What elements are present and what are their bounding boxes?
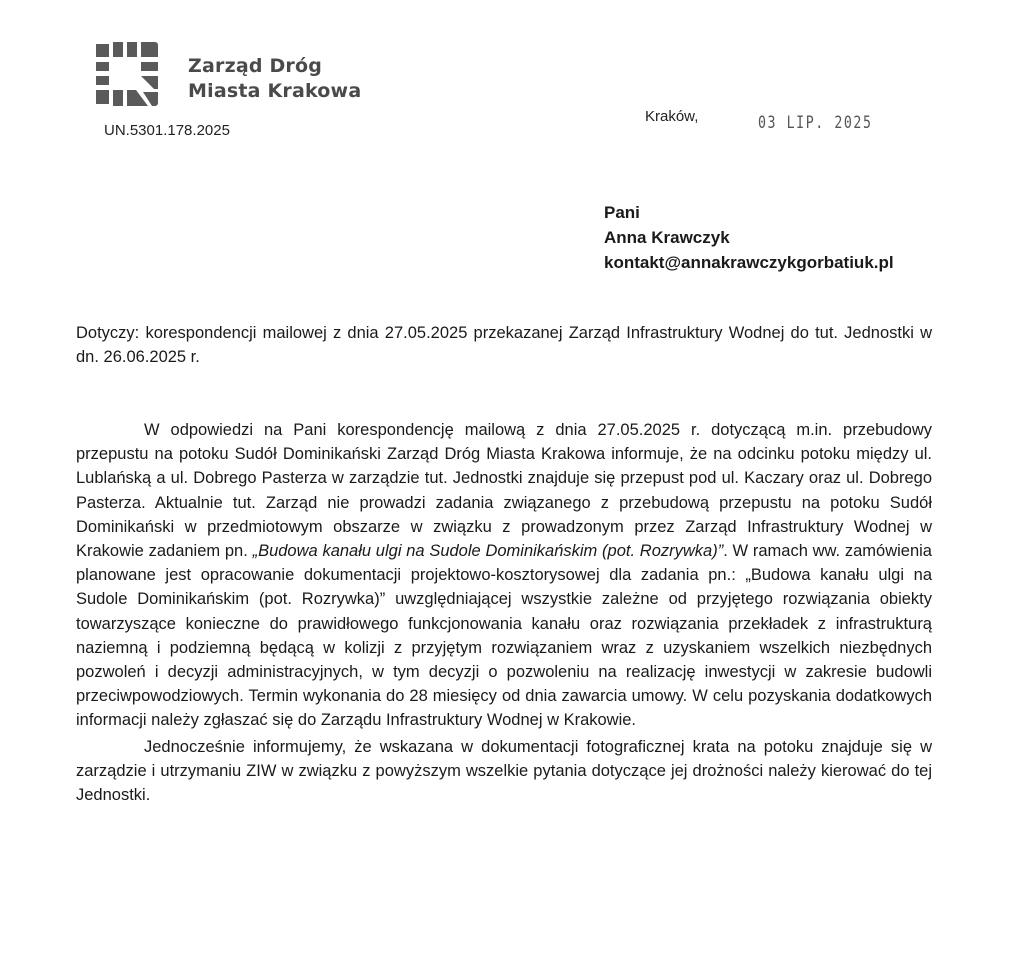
place-label: Kraków, [645,108,699,125]
addressee-block [604,200,894,275]
reference-number: UN.5301.178.2025 [104,122,230,139]
organization-name-line2: Miasta Krakowa [188,80,362,102]
subject-line: Dotyczy: korespondencji mailowej z dnia 27.05.2025 przekazanej Zarząd Infrastruktury Wodnej do tut. Jednostki w dn. 26.06.2025 r. [76,324,932,366]
letter-body [76,418,932,807]
addressee-name: Anna Krawczyk [604,228,730,247]
organization-name-line1: Zarząd Dróg [188,55,323,77]
body-paragraph-2: Jednocześnie informujemy, że wskazana w dokumentacji fotograficznej krata na potoku znajduje się w zarządzie i utrzymaniu ZIW w związku z powyższym wszelkie pytania dotyczące jej drożności należy kierować do tej Jednostki. [76,737,932,805]
addressee-email: kontakt@annakrawczykgorbatiuk.pl [604,253,894,272]
addressee-salutation: Pani [604,203,640,222]
paragraph-1-text-a: W odpowiedzi na Pani korespondencję mailową z dnia 27.05.2025 r. dotyczącą m.in. przebudowy przepustu na potoku Sudół Dominikański Zarząd Dróg Miasta Krakowa informuje, że na odcinku potoku między ul. Lublańską a ul. Dobrego Pasterza w zarządzie tut. Jednostki znajduje się przepust pod ul. Kaczary oraz ul. Dobrego Pasterza. Aktualnie tut. Zarząd nie prowadzi zadania związanego z przebudową przepustu na potoku Sudół Dominikański w przedmiotowym obszarze w związku z prowadzonym przez Zarząd Infrastruktury Wodnej w Krakowie zadaniem pn. [76,421,932,561]
organization-name [188,54,361,104]
task-name-italic: „Budowa kanału ulgi na Sudole Dominikańskim (pot. Rozrywka)” [252,542,724,561]
paragraph-1-text-b: . W ramach ww. zamówienia planowane jest opracowanie dokumentacji projektowo-kosztorysowej dla zadania pn.: „Budowa kanału ulgi na Sudole Dominikańskim (pot. Rozrywka)” uwzględniającej wszystkie zależne od przyjętego rozwiązania obiekty towarzyszące konieczne do prawidłowego funkcjonowania kanału oraz rozwiązania przekładek z infrastrukturą naziemną i podziemną będącą w kolizji z przyjętym rozwiązaniem wraz z uzyskaniem wszelkich niezbędnych pozwoleń i decyzji administracyjnych, w tym decyzji o pozwoleniu na realizację inwestycji w zakresie budowli przeciwpowodziowych. Termin wykonania do 28 miesięcy od dnia zawarcia umowy. W celu pozyskania dodatkowych informacji należy zgłaszać się do Zarządu Infrastruktury Wodnej w Krakowie. [76,542,932,730]
body-paragraph-1 [76,418,932,733]
date-stamp: 03 LIP. 2025 [758,113,873,133]
zdmk-logo-icon [96,42,158,106]
